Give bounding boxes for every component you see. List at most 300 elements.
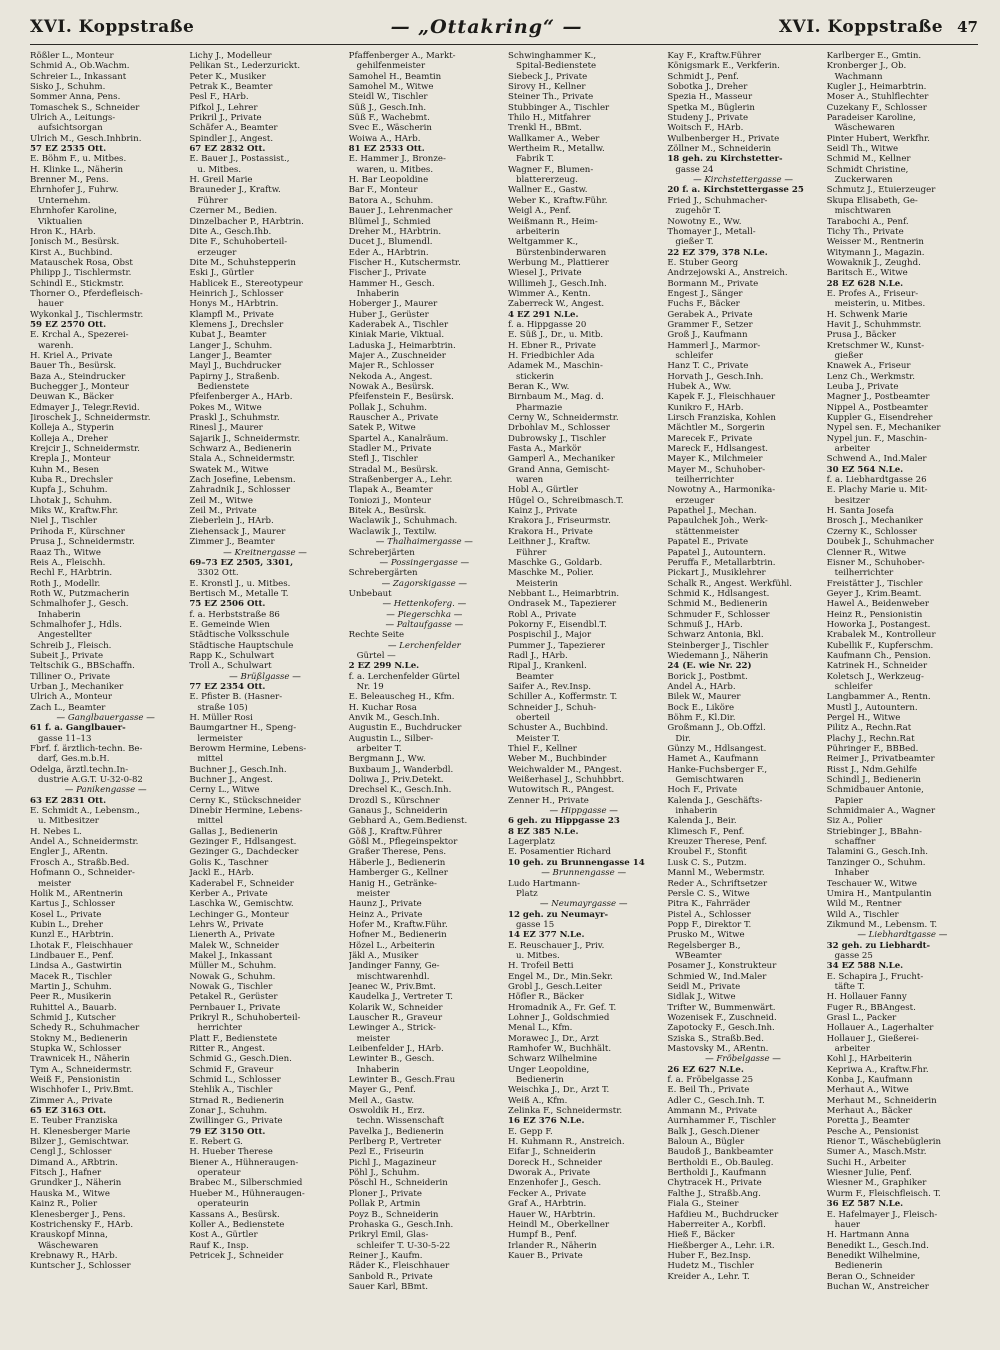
directory-entry: Hobl A., Gürtler: [507, 485, 578, 496]
directory-entry: Knawek A., Friseur: [826, 361, 911, 372]
directory-entry: Ammann M., Private: [667, 1106, 757, 1117]
directory-entry: Heinrich J., Schlosser: [189, 288, 284, 299]
directory-entry: Pöschl H., Schneiderin: [348, 1178, 448, 1189]
directory-entry: Trawnicek H., Näherin: [30, 1054, 130, 1065]
directory-entry: Saifer A., Rev.Insp.: [507, 681, 591, 692]
directory-entry: Majer R., Schlosser: [348, 361, 435, 372]
entry-continuation: Pharmazie: [515, 402, 563, 413]
directory-entry: Drechsel K., Gesch.Inh.: [348, 785, 452, 796]
directory-entry: Thiel F., Kellner: [507, 744, 577, 755]
directory-entry: Hanig H., Getränke-: [348, 878, 437, 889]
directory-entry: Blümel J., Schmied: [348, 216, 431, 227]
directory-entry: Mächtler M., Sorgerin: [667, 423, 765, 434]
directory-entry: Dite F., Schuhoberteil-: [189, 237, 288, 248]
directory-entry: Schiller A., Koffermstr. T.: [507, 692, 618, 703]
directory-entry: Berowm Hermine, Lebens-: [189, 744, 307, 755]
directory-entry: E. Krchal A., Spezerei-: [30, 330, 129, 341]
directory-entry: Huber J., Gerüster: [348, 309, 429, 320]
directory-entry: Hofmann O., Schneider-: [30, 868, 135, 879]
entry-continuation: arbeiterin: [515, 226, 560, 237]
entry-continuation: schleifer: [675, 350, 714, 361]
directory-entry: Rechte Seite: [348, 630, 405, 641]
entry-continuation: stickerin: [515, 371, 555, 382]
house-number-heading: 57 EZ 2535 Ott.: [30, 144, 107, 155]
directory-entry: Beran K., Ww.: [507, 382, 570, 392]
directory-entry: Roth W., Putzmacherin: [30, 588, 130, 599]
directory-entry: Pfaffenberger A., Markt-: [348, 51, 456, 61]
entry-continuation: Inhaberin: [38, 609, 81, 620]
directory-entry: Strnad R., Bedienerin: [189, 1095, 285, 1106]
house-number-heading: 14 EZ 377 N.Le.: [507, 930, 585, 941]
house-number-heading: 28 EZ 628 N.Le.: [826, 278, 904, 289]
directory-entry: Müller M., Schuhm.: [189, 961, 277, 972]
directory-entry: Schmid G., Gesch.Dien.: [189, 1054, 292, 1065]
directory-entry: Baza A., Steindrucker: [30, 371, 126, 382]
house-number-heading: 18 geh. zu Kirchstetter-: [667, 154, 783, 165]
directory-entry: H. Hartmann Anna: [826, 1230, 910, 1241]
directory-entry: Samohel H., Beamtin: [348, 71, 442, 82]
directory-entry: Popp F., Direktor T.: [667, 919, 752, 930]
directory-entry: Tlapak A., Beamter: [348, 485, 433, 496]
directory-entry: Macek R., Tischler: [30, 971, 112, 982]
directory-entry: Pergel H., Witwe: [826, 713, 901, 723]
directory-entry: Katrinek H., Schneider: [826, 661, 928, 672]
directory-entry: Pokorny F., Eisendbl.T.: [507, 619, 607, 630]
directory-entry: H. Kuchar Rosa: [348, 702, 417, 713]
directory-entry: Tym A., Schneidermstr.: [30, 1064, 133, 1075]
header-rule: [30, 44, 978, 45]
directory-entry: Mayer K., Milchmeier: [667, 454, 763, 465]
directory-entry: Teltschik G., BBSchaffn.: [30, 661, 135, 672]
directory-entry: Langbammer A., Rentn.: [826, 692, 931, 703]
directory-entry: Heindl M., Oberkellner: [507, 1219, 610, 1230]
directory-entry: f. a. Herbststraße 86: [189, 609, 280, 620]
directory-entry: Prusko M., Witwe: [667, 930, 745, 941]
directory-entry: Engest J., Sänger: [667, 288, 743, 299]
directory-entry: Zwillinger G., Private: [189, 1116, 283, 1127]
directory-entry: Laschka W., Gemischtw.: [189, 899, 294, 910]
entry-continuation: lermeister: [197, 733, 243, 744]
directory-entry: Sanbold R., Private: [348, 1271, 433, 1282]
directory-entry: Schmid M., Bedienerin: [667, 599, 768, 610]
directory-entry: Kuba R., Drechsler: [30, 475, 113, 486]
directory-entry: Lindsa A., Gastwirtin: [30, 961, 122, 972]
directory-entry: Platt F., Bedienstete: [189, 1033, 278, 1044]
directory-entry: Hudetz M., Tischler: [667, 1261, 754, 1272]
directory-entry: Weißerhasel J., Schuhbbrt.: [507, 775, 625, 786]
directory-entry: Fasta A., Markör: [507, 444, 582, 455]
directory-entry: Pospischil J., Major: [507, 630, 592, 641]
directory-entry: Andel A., Schneidermstr.: [30, 837, 139, 848]
entry-continuation: Beamter: [515, 671, 554, 682]
directory-entry: Mastovsky M., ARentn.: [667, 1044, 769, 1054]
directory-entry: Pichl J., Magazineur: [348, 1157, 437, 1168]
header-district: — „Ottakring“ —: [390, 16, 583, 38]
directory-entry: Tichy Th., Private: [826, 226, 904, 237]
directory-entry: Baumgartner H., Speng-: [189, 723, 297, 734]
directory-entry: Schalk R., Angest. Werkfühl.: [667, 578, 792, 589]
directory-entry: Radl J., HArb.: [507, 650, 568, 661]
directory-entry: Hueber M., Hühneraugen-: [189, 1188, 305, 1199]
directory-entry: Hubek A., Ww.: [667, 382, 732, 392]
directory-entry: Kosel L., Private: [30, 909, 102, 920]
street-heading: — Lerchenfelder: [387, 640, 461, 651]
directory-entry: Häberle J., Bedienerin: [348, 857, 446, 868]
directory-entry: Mareck F., Hdlsangest.: [667, 444, 769, 455]
directory-entry: Praskl J., Schuhmstr.: [189, 413, 280, 424]
directory-entry: E. Gemeinde Wien: [189, 619, 270, 630]
directory-entry: Biener A., Hühneraugen-: [189, 1157, 299, 1168]
directory-entry: Peruffa F., Metallarbtrin.: [667, 557, 776, 568]
directory-entry: Wallner E., Gastw.: [507, 185, 588, 196]
directory-entry: Robl A., Private: [507, 609, 577, 620]
directory-entry: Odelga, ärztl.techn.In-: [30, 764, 129, 775]
directory-entry: Hammer H., Gesch.: [348, 278, 435, 289]
directory-entry: Weiß A., Kfm.: [507, 1095, 568, 1106]
directory-entry: Subeit J., Private: [30, 650, 104, 661]
directory-entry: Ripal J., Krankenl.: [507, 661, 587, 672]
directory-entry: Kunikro F., HArb.: [667, 402, 744, 413]
directory-entry: Baudoß J., Bankbeamter: [667, 1147, 774, 1158]
directory-entry: Buxbaum J., Wanderbdl.: [348, 764, 454, 775]
directory-entry: Hügel O., Schreibmasch.T.: [507, 495, 624, 506]
directory-entry: Martin J., Schuhm.: [30, 981, 112, 992]
directory-entry: Höfler R., Bäcker: [507, 992, 584, 1003]
directory-entry: Tarabochi A., Penf.: [826, 216, 909, 227]
house-number-heading: 77 EZ 2354 Ott.: [189, 681, 266, 692]
directory-entry: Hofer M., Kraftw.Führ.: [348, 919, 448, 930]
directory-entry: Geyer J., Krim.Beamt.: [826, 588, 922, 599]
directory-entry: Ehrnhofer Karoline,: [30, 206, 117, 217]
directory-entry: Suchi H., Arbeiter: [826, 1157, 906, 1168]
directory-entry: Cuzekany F., Schlosser: [826, 102, 927, 113]
directory-entry: Dubrowsky J., Tischler: [507, 433, 606, 444]
directory-entry: Pickart J., Musiklehrer: [667, 568, 766, 579]
entry-continuation: arbeiter: [834, 1044, 870, 1054]
directory-entry: H. Greil Marie: [189, 175, 253, 186]
directory-entry: Wertheim R., Metallw.: [507, 144, 605, 155]
directory-entry: Rapp K., Schulwart: [189, 650, 275, 661]
house-number-heading: 22 EZ 379, 378 N.Le.: [667, 247, 768, 258]
directory-entry: H. Friedbichler Ada: [507, 350, 595, 361]
directory-entry: Jäkl A., Musiker: [348, 950, 419, 961]
entry-continuation: techn. Wissenschaft: [356, 1116, 444, 1127]
directory-entry: E. Reuschauer J., Priv.: [507, 940, 605, 951]
directory-entry: Pfeifenberger A., HArb.: [189, 392, 293, 403]
entry-continuation: meister: [356, 1033, 390, 1044]
directory-entry: E. Teuber Franziska: [30, 1116, 118, 1127]
header-right: [779, 17, 978, 37]
directory-entry: Bilzer J., Gemischtwar.: [30, 1137, 129, 1148]
entry-continuation: straße 105): [197, 702, 248, 713]
directory-entry: Krebnawy R., HArb.: [30, 1250, 118, 1261]
directory-entry: Engler J., ARentn.: [30, 847, 108, 858]
directory-entry: E. Profes A., Friseur-: [826, 288, 919, 299]
directory-entry: E. Posamentier Richard: [507, 847, 612, 858]
directory-entry: Papirny J., Straßenb.: [189, 371, 280, 382]
directory-entry: Mannl M., Webermstr.: [667, 868, 765, 879]
directory-entry: Philipp J., Tischlermstr.: [30, 268, 132, 279]
directory-entry: Schmid K., Hdlsangest.: [667, 588, 770, 599]
directory-entry: Nowak G., Tischler: [189, 981, 273, 992]
directory-entry: Doubek J., Schuhmacher: [826, 537, 934, 548]
header-street-left: XVI. Koppstraße: [30, 17, 195, 37]
directory-entry: Bauer Th., Besürsk.: [30, 361, 117, 372]
directory-entry: Schmied W., Ind.Maler: [667, 971, 767, 982]
entry-continuation: oberteil: [515, 713, 550, 723]
directory-entry: Kapek F. J., Fleischhauer: [667, 392, 776, 403]
house-number-heading: 81 EZ 2533 Ott.: [348, 144, 425, 155]
directory-entry: Doreck H., Schneider: [507, 1157, 602, 1168]
directory-entry: Wiesner Julie, Penf.: [826, 1168, 912, 1179]
directory-entry: Menal L., Kfm.: [507, 1023, 573, 1034]
directory-entry: Kerber A., Private: [189, 888, 268, 899]
directory-entry: Langer J., Beamter: [189, 350, 272, 361]
house-number-heading: 20 f. a. Kirchstettergasse 25: [667, 185, 804, 196]
directory-entry: H. Hueber Therese: [189, 1147, 273, 1158]
entry-continuation: Wäschewaren: [834, 123, 895, 134]
directory-entry: Kolleja A., Styperin: [30, 423, 115, 434]
directory-entry: Gamperl A., Mechaniker: [507, 454, 615, 465]
directory-entry: Weltgammer K.,: [507, 237, 579, 248]
entry-continuation: aufsichtsorgan: [38, 123, 103, 134]
directory-entry: Hamet A., Kaufmann: [667, 754, 759, 765]
entry-continuation: gießer T.: [675, 237, 714, 248]
directory-entry: Krejcir J., Schneidermstr.: [30, 444, 140, 455]
directory-entry: Fitsch J., Hafner: [30, 1168, 102, 1179]
directory-entry: Bertholdi E., Ob.Bauleg.: [667, 1157, 774, 1168]
directory-entry: Waclawik J., Schuhmach.: [348, 516, 458, 527]
entry-continuation: arbeiter T.: [356, 744, 402, 755]
entry-continuation: täfte T.: [834, 981, 865, 992]
directory-entry: Heinz A., Private: [348, 909, 423, 920]
directory-entry: Bertisch M., Metalle T.: [189, 588, 289, 599]
entry-continuation: schaffner: [834, 837, 876, 848]
entry-continuation: operateurin: [197, 1199, 249, 1210]
directory-entry: Kuhn M., Besen: [30, 464, 99, 475]
directory-entry: Prusa J., Schneidermstr.: [30, 537, 135, 548]
directory-entry: Schmidmaier A., Wagner: [826, 806, 936, 817]
directory-entry: Weisser M., Rentnerin: [826, 237, 924, 248]
directory-entry: Schäfer A., Beamter: [189, 123, 278, 134]
directory-entry: Kaderabek A., Tischler: [348, 319, 449, 330]
directory-entry: Freistätter J., Tischler: [826, 578, 923, 589]
directory-entry: Großmann J., Ob.Offzl.: [667, 723, 766, 734]
house-number-heading: 30 EZ 564 N.Le.: [826, 464, 904, 475]
directory-entry: Pernbauer I., Private: [189, 1002, 281, 1013]
entry-continuation: u. Mitbes.: [515, 950, 560, 961]
directory-entry: Spartel A., Kanalräum.: [348, 433, 449, 444]
directory-entry: Günzy M., Hdlsangest.: [667, 744, 767, 755]
entry-continuation: 3302 Ott.: [197, 568, 239, 579]
entry-continuation: darf, Ges.m.b.H.: [38, 754, 110, 765]
directory-entry: Königsmark E., Verkferin.: [667, 61, 780, 72]
directory-entry: Skupa Elisabeth, Ge-: [826, 195, 918, 206]
directory-entry: Pifkol J., Lehrer: [189, 102, 258, 113]
directory-entry: Weber K., Kraftw.Führ.: [507, 195, 608, 206]
house-number-heading: 24 (E. wie Nr. 22): [667, 661, 752, 672]
directory-entry: Jeanec W., Priv.Bmt.: [348, 981, 436, 992]
street-heading: — Kreitnergasse —: [223, 547, 307, 558]
directory-entry: Sirovy H., Kellner: [507, 82, 586, 93]
directory-entry: Nowotny A., Harmonika-: [667, 485, 776, 496]
directory-entry: Hofner M., Bedienerin: [348, 930, 447, 941]
entry-continuation: operateur: [197, 1168, 241, 1179]
entry-continuation: Viktualien: [38, 216, 83, 227]
directory-entry: Stradal M., Besürsk.: [348, 464, 439, 475]
directory-entry: f. a. Lerchenfelder Gürtel: [348, 671, 460, 682]
directory-entry: Trenkl H., BBmt.: [507, 123, 582, 134]
directory-entry: Zikmund M., Lebensm. T.: [826, 919, 938, 930]
directory-entry: Wiesel J., Private: [507, 268, 582, 279]
street-heading: — Brunnengasse —: [541, 868, 627, 879]
entry-continuation: gasse 24: [675, 164, 714, 175]
directory-entry: Peer R., Musikerin: [30, 992, 112, 1003]
directory-entry: Adamek M., Maschin-: [507, 361, 603, 372]
directory-entry: Böhm F., Kl.Dir.: [667, 713, 736, 723]
directory-entry: Spindler J., Angest.: [189, 133, 274, 144]
directory-entry: Gerabek A., Private: [667, 309, 753, 320]
directory-entry: Ulrich A., Leitungs-: [30, 113, 116, 124]
directory-entry: Willimeh J., Gesch.Inh.: [507, 278, 607, 289]
directory-entry: Nypel jun. F., Maschin-: [826, 433, 927, 444]
directory-entry: Witymann J., Magazin.: [826, 247, 925, 258]
directory-entry: Reder A., Schriftsetzer: [667, 878, 768, 889]
directory-entry: Schreib J., Fleisch.: [30, 640, 112, 651]
directory-entry: Krepla J., Monteur: [30, 454, 111, 465]
directory-entry: H. Ebner R., Private: [507, 340, 596, 351]
directory-entry: Klenesberger J., Pens.: [30, 1209, 126, 1220]
directory-entry: Krabalek M., Kontrolleur: [826, 630, 936, 641]
directory-entry: Buchner J., Angest.: [189, 775, 273, 786]
directory-entry: Pollak P., Artmin: [348, 1199, 421, 1210]
directory-entry: Zach L., Beamter: [30, 702, 106, 713]
directory-entry: Stubbinger A., Tischler: [507, 102, 610, 113]
directory-entry: Reimer J., Privatbeamter: [826, 754, 935, 765]
directory-entry: Peter K., Musiker: [189, 71, 266, 82]
directory-entry: Schreier L., Inkassant: [30, 71, 127, 82]
directory-entry: Wischhofer I., Priv.Bmt.: [30, 1085, 134, 1096]
street-heading: — Hettenkoferg. —: [382, 599, 467, 610]
directory-entry: Bauer J., Lehrenmacher: [348, 206, 453, 217]
directory-entry: Gezinger F., Hdlsangest.: [189, 837, 297, 848]
directory-entry: Schindl E., Stickmstr.: [30, 278, 124, 289]
directory-entry: Swatek M., Witwe: [189, 464, 269, 475]
directory-entry: Raaz Th., Witwe: [30, 547, 101, 558]
directory-entry: Troll A., Schulwart: [189, 661, 272, 672]
directory-entry: Talamini G., Gesch.Inh.: [826, 847, 929, 858]
directory-entry: H. Nebes L.: [30, 826, 82, 837]
directory-entry: Benedikt L., Gesch.Ind.: [826, 1240, 929, 1251]
directory-entry: Malek W., Schneider: [189, 940, 279, 951]
directory-entry: Lindbauer E., Penf.: [30, 950, 114, 961]
directory-entry: Dreher M., HArbtrin.: [348, 226, 442, 237]
directory-entry: Wowaknik J., Zeughd.: [826, 257, 921, 268]
directory-entry: Rechl F., HArbtrin.: [30, 568, 113, 579]
directory-entry: Kuppler G., Eisendreher: [826, 413, 933, 424]
directory-entry: Kuntscher J., Schlosser: [30, 1261, 131, 1272]
directory-entry: Svec E., Wäscherin: [348, 123, 432, 134]
directory-entry: E. Stuber Georg: [667, 257, 739, 268]
house-number-heading: 12 geh. zu Neumayr-: [507, 909, 609, 920]
directory-entry: Wulbenberger H., Private: [667, 133, 780, 144]
entry-continuation: mischtwaren: [834, 206, 891, 217]
directory-entry: Süß F., Wachebmt.: [348, 113, 430, 124]
directory-entry: Urban J., Mechaniker: [30, 681, 124, 692]
street-heading: — Zagorskigasse —: [381, 578, 468, 589]
directory-entry: Lienerth A., Private: [189, 930, 275, 941]
directory-entry: Tomaschek S., Schneider: [30, 102, 140, 113]
directory-entry: Zelinka F., Schneidermstr.: [507, 1106, 623, 1117]
directory-entry: Unger Leopoldine,: [507, 1064, 590, 1075]
directory-entry: Kaudelka J., Vertreter T.: [348, 992, 453, 1003]
directory-entry: Pitra K., Fahrräder: [667, 899, 750, 910]
house-number-heading: 34 EZ 588 N.Le.: [826, 961, 904, 972]
directory-entry: Niel J., Tischler: [30, 516, 97, 527]
directory-entry: Lagerplatz: [507, 837, 555, 848]
directory-entry: Wild A., Tischler: [826, 909, 899, 920]
directory-entry: Jonisch M., Besürsk.: [30, 237, 120, 248]
entry-continuation: Papier: [834, 795, 863, 806]
directory-entry: Bilek W., Maurer: [667, 692, 741, 703]
directory-entry: Dite A., Gesch.Ihb.: [189, 226, 272, 237]
directory-entry: Bergmann J., Ww.: [348, 754, 426, 765]
directory-entry: Städtische Hauptschule: [189, 640, 294, 651]
directory-entry: Mustl J., Autountern.: [826, 702, 918, 713]
street-heading: — Ganglbauergasse —: [56, 713, 155, 723]
directory-entry: Schmidbauer Antonie,: [826, 785, 924, 796]
directory-entry: Cengl J., Schlosser: [30, 1147, 112, 1158]
directory-entry: Weiß F., Pensionistin: [30, 1075, 121, 1086]
entry-continuation: Gemischtwaren: [675, 775, 744, 786]
directory-entry: Fuger R., BBAngest.: [826, 1002, 916, 1013]
house-number-heading: 4 EZ 291 N.Le.: [507, 309, 579, 320]
directory-entry: Morawec J., Dr., Arzt: [507, 1033, 599, 1044]
directory-entry: Irlander R., Näherin: [507, 1240, 597, 1251]
directory-entry: Ulrich M., Gesch.Inhbrin.: [30, 133, 142, 144]
directory-entry: Cerny K., Stückschneider: [189, 795, 301, 806]
directory-entry: Prikril J., Private: [189, 113, 262, 124]
directory-entry: Pesche A., Pensionist: [826, 1126, 919, 1137]
directory-entry: Andel A., HArb.: [667, 681, 736, 692]
directory-entry: Gezinger G., Dachdecker: [189, 847, 299, 858]
directory-entry: Schmuß J., HArb.: [667, 619, 743, 630]
directory-entry: Sziska S., Straßb.Bed.: [667, 1033, 764, 1044]
directory-entry: Kolarik W., Schneider: [348, 1002, 443, 1013]
directory-entry: Thilo H., Mitfahrer: [507, 113, 591, 124]
directory-entry: Rößler L., Monteur: [30, 51, 114, 61]
directory-entry: Prusa J., Bäcker: [826, 330, 896, 341]
directory-entry: Ulrich A., Monteur: [30, 692, 113, 703]
directory-entry: Schmid M., Kellner: [826, 154, 911, 165]
directory-entry: Nekoda A., Angest.: [348, 371, 433, 382]
directory-entry: f. a. Hippgasse 20: [507, 319, 587, 330]
directory-entry: Nowak A., Besürsk.: [348, 382, 434, 392]
directory-entry: Spezia H., Masseur: [667, 92, 753, 103]
directory-entry: Hießberger A., Lehr. i.R.: [667, 1240, 775, 1251]
directory-entry: Posamer J., Konstrukteur: [667, 961, 777, 972]
directory-entry: Zeil M., Witwe: [189, 495, 253, 506]
page-number: 47: [957, 18, 978, 36]
directory-entry: Nowotny E., Ww.: [667, 216, 742, 227]
directory-entry: Pinter Hubert, Werkfhr.: [826, 133, 930, 144]
entry-continuation: mittel: [197, 754, 223, 765]
directory-entry: E. Hammer J., Bronze-: [348, 154, 446, 165]
directory-entry: H. Santa Josefa: [826, 506, 894, 517]
directory-entry: Hoberger J., Maurer: [348, 299, 438, 310]
directory-entry: Kretschmer W., Kunst-: [826, 340, 925, 351]
directory-entry: Koller A., Bedienstete: [189, 1219, 285, 1230]
